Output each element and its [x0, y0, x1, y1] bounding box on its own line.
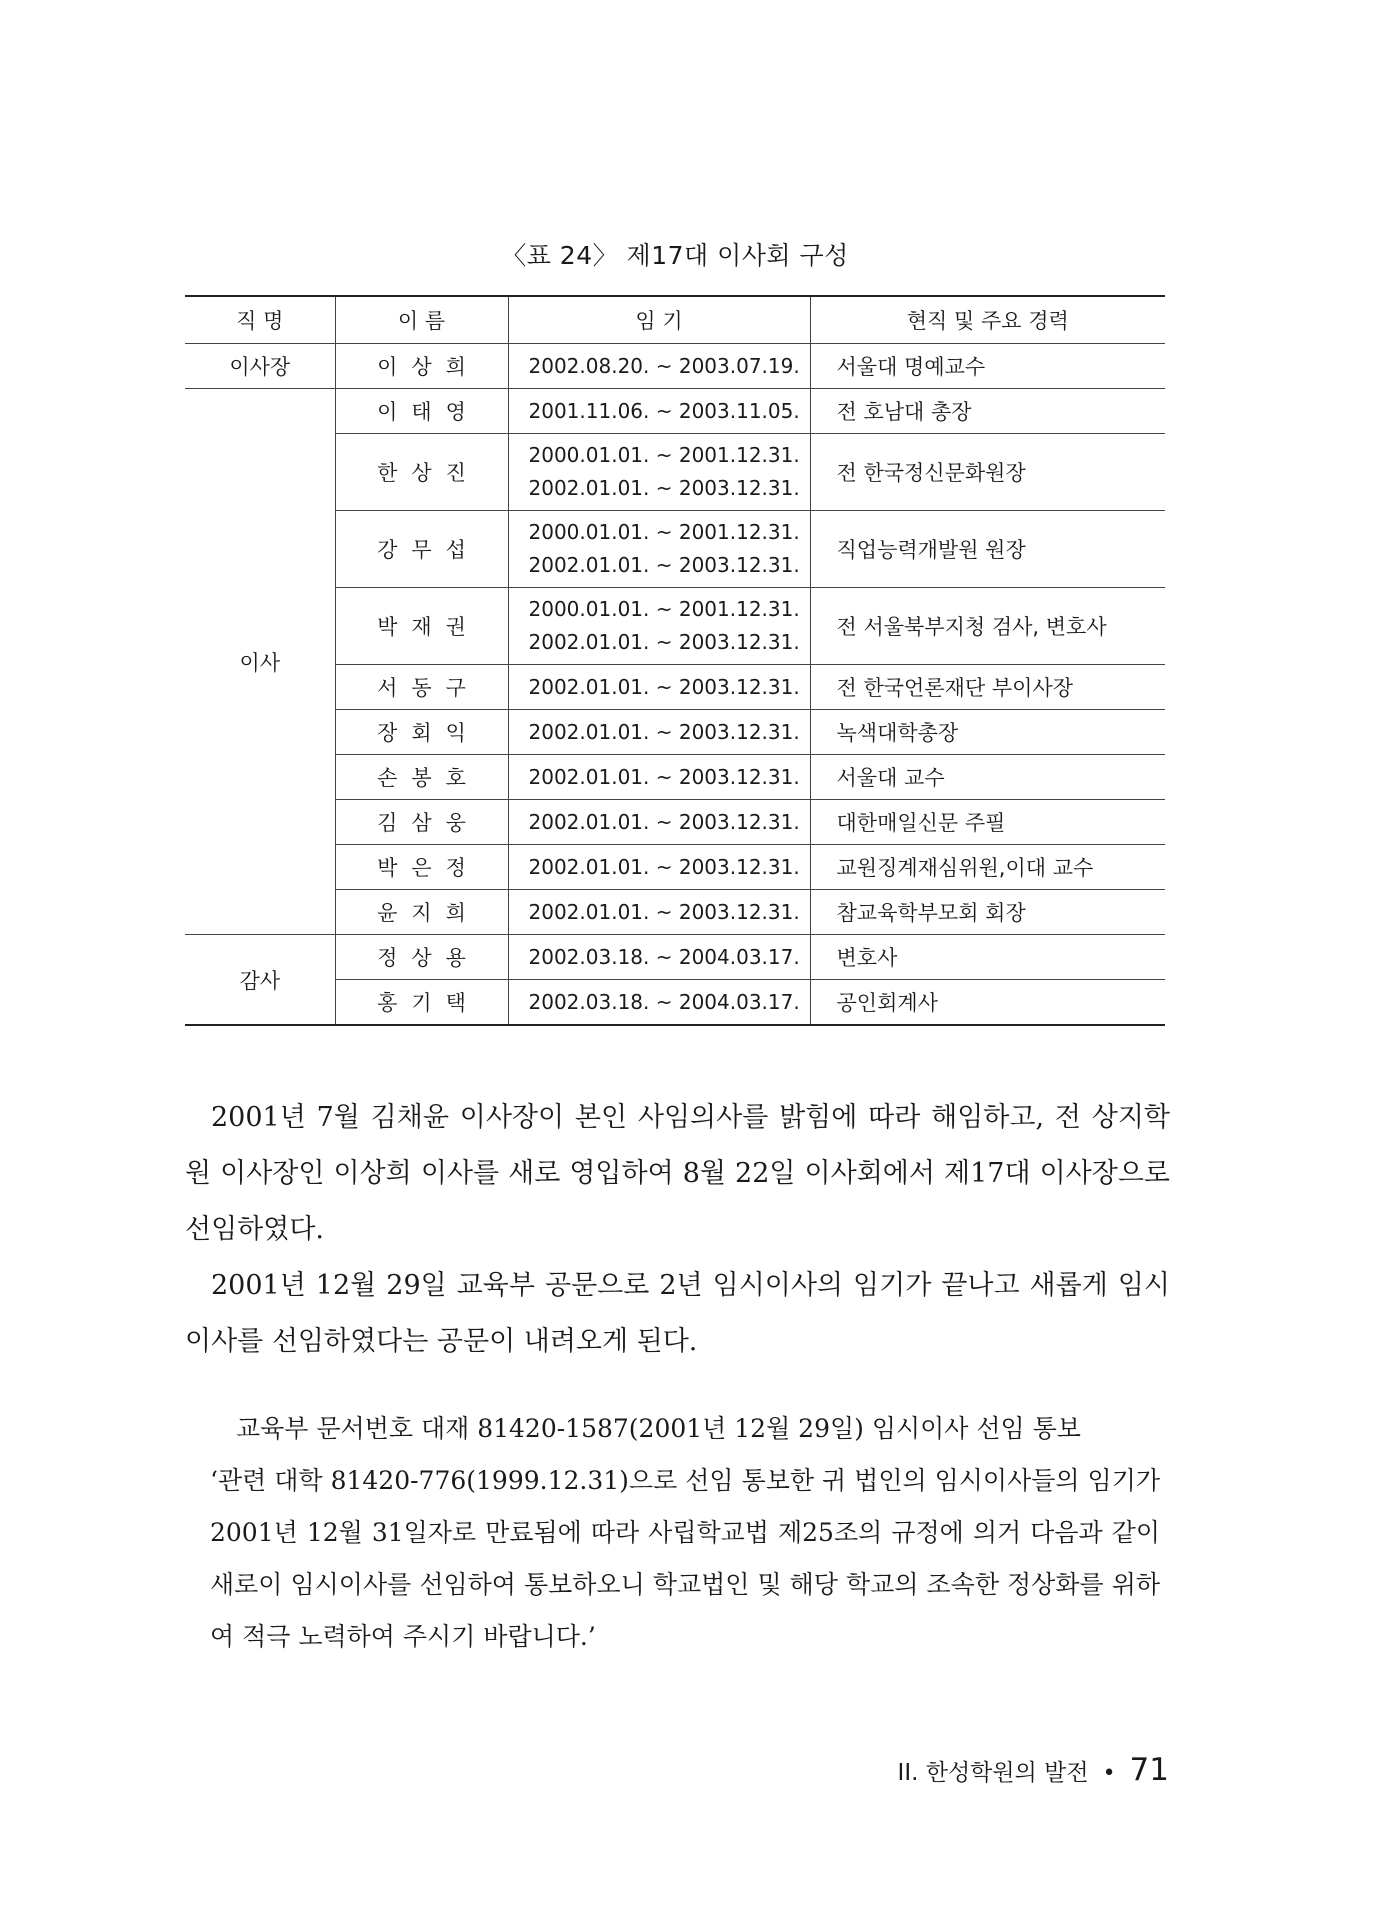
- member-term: 2002.01.01. ~ 2003.12.31.: [508, 665, 810, 710]
- member-term: 2002.01.01. ~ 2003.12.31.: [508, 800, 810, 845]
- member-career: 서울대 명예교수: [810, 344, 1165, 389]
- member-term: 2002.01.01. ~ 2003.12.31.: [508, 755, 810, 800]
- header-term: 임 기: [508, 296, 810, 344]
- notice-body: ‘관련 대학 81420-776(1999.12.31)으로 선임 통보한 귀 법인의 임시이사들의 임기가 2001년 12월 31일자로 만료됨에 따라 사립학교법 제25조의 규정에 의거 다음과 같이 새로이 임시이사를 선임하여 통보하오니 학교법인 및 해당 학교의 조속한 정상화를 위하여 적극 노력하여 주시기 바랍니다.’: [210, 1466, 1160, 1651]
- member-name: 김삼웅: [335, 800, 508, 845]
- member-term: 2002.03.18. ~ 2004.03.17.: [508, 935, 810, 980]
- table-caption: 〈표 24〉 제17대 이사회 구성: [501, 241, 849, 270]
- member-career: 참교육학부모회 회장: [810, 890, 1165, 935]
- table-row: [185, 344, 1165, 389]
- notice-quote: [210, 1403, 1160, 1663]
- member-term: 2002.08.20. ~ 2003.07.19.: [508, 344, 810, 389]
- member-career: 변호사: [810, 935, 1165, 980]
- body-text: [185, 1090, 1170, 1370]
- member-name: 한상진: [335, 434, 508, 511]
- paragraph: 2001년 12월 29일 교육부 공문으로 2년 임시이사의 임기가 끝나고 새롭게 임시이사를 선임하였다는 공문이 내려오게 된다.: [185, 1270, 1170, 1357]
- member-career: 공인회계사: [810, 980, 1165, 1026]
- member-name: 윤지희: [335, 890, 508, 935]
- member-name: 홍기택: [335, 980, 508, 1026]
- member-term: 2002.01.01. ~ 2003.12.31.: [508, 845, 810, 890]
- member-career: 전 서울북부지청 검사, 변호사: [810, 588, 1165, 665]
- position-director: 이사: [185, 389, 335, 935]
- section-title: II. 한성학원의 발전: [897, 1760, 1089, 1786]
- bullet-icon: •: [1102, 1761, 1116, 1786]
- member-term: 2001.11.06. ~ 2003.11.05.: [508, 389, 810, 434]
- member-term: 2002.03.18. ~ 2004.03.17.: [508, 980, 810, 1026]
- member-career: 녹색대학총장: [810, 710, 1165, 755]
- member-term: 2000.01.01. ~ 2001.12.31. 2002.01.01. ~ 2003.12.31.: [508, 588, 810, 665]
- member-name: 서동구: [335, 665, 508, 710]
- member-term: 2000.01.01. ~ 2001.12.31. 2002.01.01. ~ 2003.12.31.: [508, 511, 810, 588]
- member-career: 직업능력개발원 원장: [810, 511, 1165, 588]
- member-name: 손봉호: [335, 755, 508, 800]
- member-career: 전 한국언론재단 부이사장: [810, 665, 1165, 710]
- table-row: [185, 389, 1165, 434]
- member-name: 장회익: [335, 710, 508, 755]
- table-header-row: [185, 296, 1165, 344]
- member-term: 2000.01.01. ~ 2001.12.31. 2002.01.01. ~ 2003.12.31.: [508, 434, 810, 511]
- member-name: 이상희: [335, 344, 508, 389]
- member-career: 서울대 교수: [810, 755, 1165, 800]
- position-auditor: 감사: [185, 935, 335, 1026]
- header-name: 이 름: [335, 296, 508, 344]
- member-name: 박은정: [335, 845, 508, 890]
- member-name: 정상용: [335, 935, 508, 980]
- header-career: 현직 및 주요 경력: [810, 296, 1165, 344]
- member-name: 강무섭: [335, 511, 508, 588]
- member-career: 전 호남대 총장: [810, 389, 1165, 434]
- paragraph: 2001년 7월 김채윤 이사장이 본인 사임의사를 밝힘에 따라 해임하고, 전 상지학원 이사장인 이상희 이사를 새로 영입하여 8월 22일 이사회에서 제17대 이사장으로 선임하였다.: [185, 1102, 1170, 1245]
- position-chair: 이사장: [185, 344, 335, 389]
- notice-heading: 교육부 문서번호 대재 81420-1587(2001년 12월 29일) 임시이사 선임 통보: [236, 1414, 1081, 1443]
- member-term: 2002.01.01. ~ 2003.12.31.: [508, 710, 810, 755]
- member-term: 2002.01.01. ~ 2003.12.31.: [508, 890, 810, 935]
- board-members-table: [185, 295, 1165, 1026]
- header-position: 직 명: [185, 296, 335, 344]
- member-career: 전 한국정신문화원장: [810, 434, 1165, 511]
- page-footer: [898, 1752, 1169, 1788]
- page-number: 71: [1129, 1752, 1169, 1788]
- member-name: 박재권: [335, 588, 508, 665]
- member-career: 교원징계재심위원,이대 교수: [810, 845, 1165, 890]
- member-career: 대한매일신문 주필: [810, 800, 1165, 845]
- table-row: [185, 935, 1165, 980]
- member-name: 이태영: [335, 389, 508, 434]
